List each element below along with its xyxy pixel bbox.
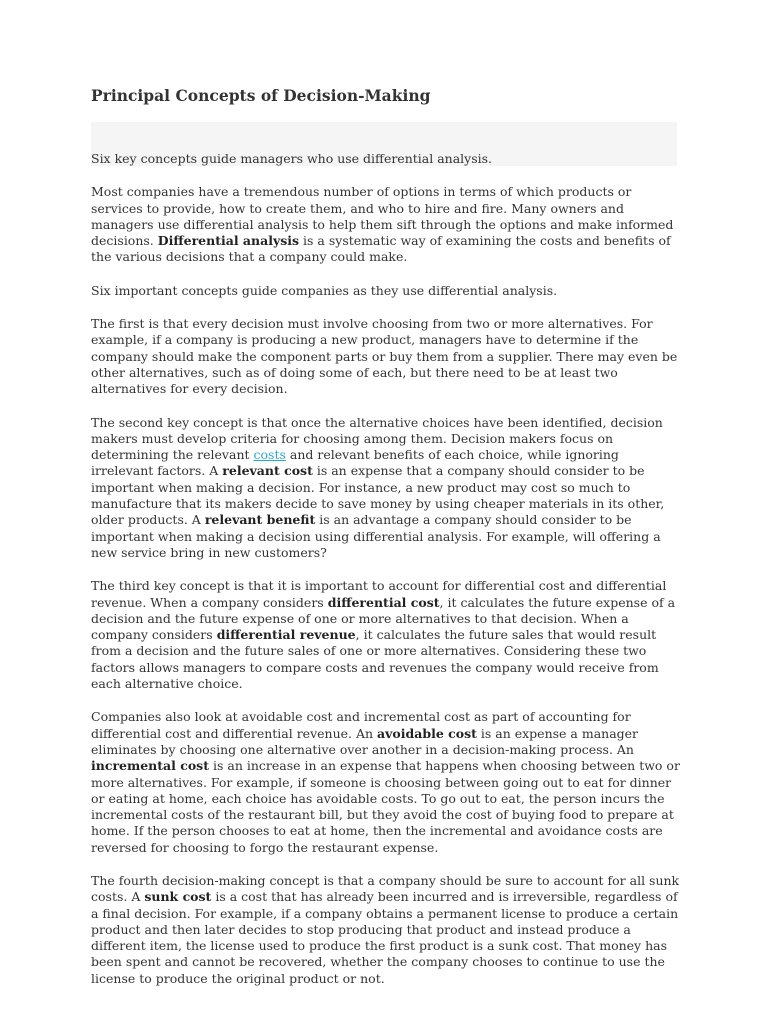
costs-link[interactable]: costs xyxy=(253,447,286,463)
term-differential-cost: differential cost xyxy=(327,594,440,610)
paragraph-7: The fourth decision-making concept is that a company should be sure to account for all sunk costs. A sunk cost is a cost that has already been incurred and is irreversible, regardless of a final decision. For example, if a company obtains a permanent license to produce a certain product and then later decides to stop producing that product and instead produce a different item, the license used to produce the first product is a sunk cost. That money has been spent and cannot be recovered, whether the company chooses to continue to use the license to produce the original product or not. xyxy=(91,872,680,986)
paragraph-6: Companies also look at avoidable cost and incremental cost as part of accounting for differential cost and differential revenue. An avoidable cost is an expense a manager eliminates by choosing one alternative over another in a decision-making process. An incremental cost is an increase in an expense that happens when choosing between two or more alternatives. For example, if someone is choosing between going out to eat for dinner or eating at home, each choice has avoidable costs. To go out to eat, the person incurs the incremental costs of the restaurant bill, but they avoid the cost of buying food to prepare at home. If the person chooses to eat at home, then the incremental and avoidance costs are reversed for choosing to forgo the restaurant expense. xyxy=(91,709,680,855)
paragraph-2: Six important concepts guide companies as they use differential analysis. xyxy=(91,282,558,298)
term-relevant-benefit: relevant benefit xyxy=(204,512,316,528)
term-sunk-cost: sunk cost xyxy=(144,889,212,905)
page-title: Principal Concepts of Decision-Making xyxy=(91,86,431,105)
paragraph-4: The second key concept is that once the alternative choices have been identified, decision makers must develop criteria for choosing among them. Decision makers focus on determining the relevant costs and relevant benefits of each choice, while ignoring irrelevant factors. A relevant cost is an expense that a company should consider to be important when making a decision. For instance, a new product may cost so much to manufacture that its makers decide to save money by using cheaper materials in its other, older products. A relevant benefit is an advantage a company should consider to be important when making a decision using differential analysis. For example, will offering a new service bring in new customers? xyxy=(91,414,665,560)
term-incremental-cost: incremental cost xyxy=(91,758,209,774)
summary-text: Six key concepts guide managers who use differential analysis. xyxy=(91,151,493,166)
paragraph-1: Most companies have a tremendous number of options in terms of which products or services to provide, how to create them, and who to hire and fire. Many owners and managers use differential analysis to help them sift through the options and make informed decisions. Differential analysis is a systematic way of examining the costs and benefits of the various decisions that a company could make. xyxy=(91,184,674,265)
term-differential-revenue: differential revenue xyxy=(216,627,356,643)
term-differential-analysis: Differential analysis xyxy=(157,233,300,249)
paragraph-3: The first is that every decision must involve choosing from two or more alternatives. For example, if a company is producing a new product, managers have to determine if the company should make the component parts or buy them from a supplier. There may even be other alternatives, such as of doing some of each, but there need to be at least two alternatives for every decision. xyxy=(91,316,678,397)
article-body xyxy=(91,151,681,1004)
paragraph-5: The third key concept is that it is important to account for differential cost and differential revenue. When a company considers differential cost, it calculates the future expense of a decision and the future expense of one or more alternatives to that decision. When a company considers differential revenue, it calculates the future sales that would result from a decision and the future sales of one or more alternatives. Considering these two factors allows managers to compare costs and revenues the company would receive from each alternative choice. xyxy=(91,578,676,692)
term-relevant-cost: relevant cost xyxy=(222,463,313,479)
term-avoidable-cost: avoidable cost xyxy=(377,725,477,741)
